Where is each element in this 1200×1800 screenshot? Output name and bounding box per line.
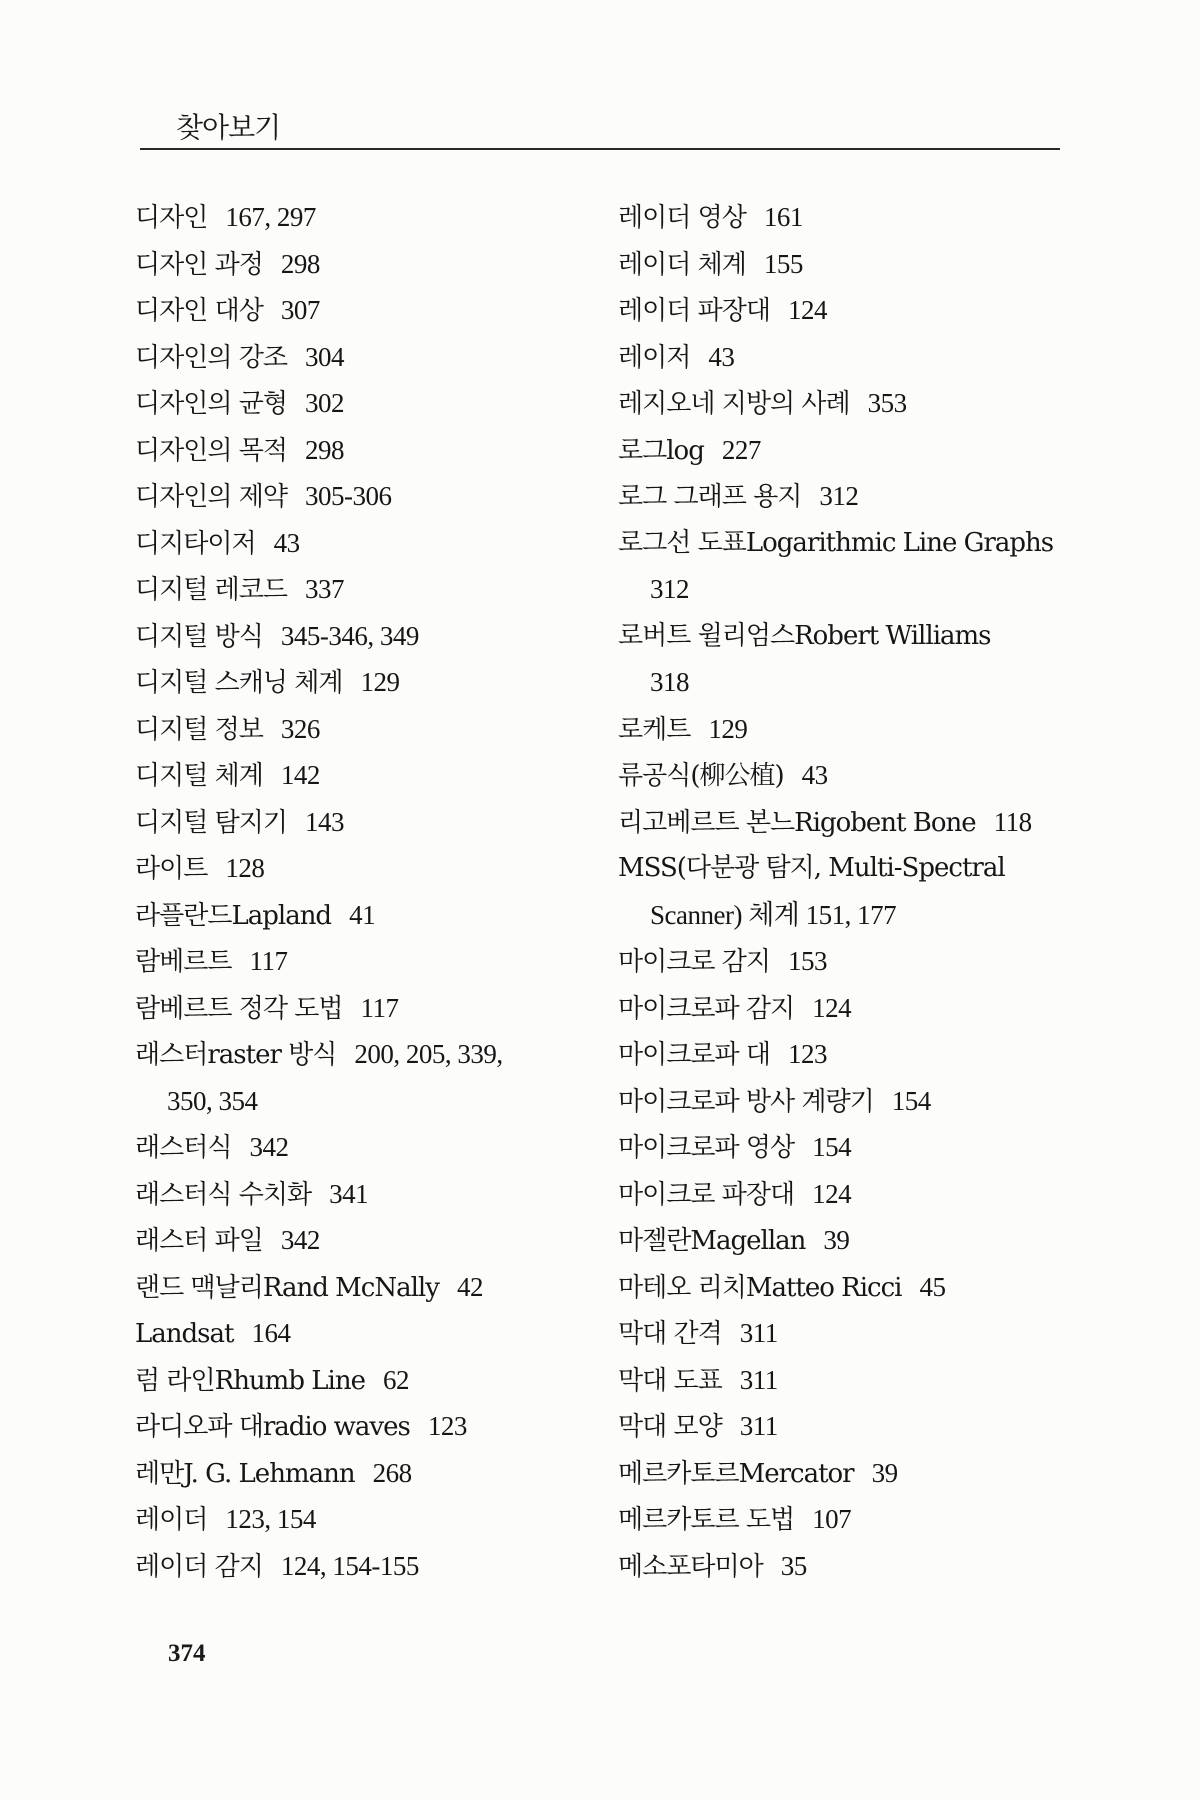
index-term: 디지털 레코드 [135,575,287,605]
index-pages: 155 [763,248,803,279]
index-pages: 117 [249,946,288,976]
index-entry [618,334,1068,381]
index-term: 류공식(柳公植) [618,761,784,791]
index-entry [618,845,1068,892]
index-entry [135,1543,585,1590]
index-pages: 35 [780,1550,807,1581]
index-entry [618,1450,1068,1497]
index-term: 디자인의 제약 [135,482,287,512]
index-term: 디자인 [135,203,208,233]
index-pages: 39 [871,1457,898,1488]
page-number: 374 [168,1640,206,1667]
index-entry [135,892,585,939]
index-entry [135,659,585,706]
index-pages: 326 [280,713,320,744]
index-term: 마이크로파 대 [618,1040,770,1070]
index-entry [618,1264,1068,1311]
index-entry [135,1357,585,1404]
index-term: 메르카토르Mercator [618,1458,854,1489]
index-pages: 307 [280,295,320,325]
index-pages: 123, 154 [225,1504,316,1534]
index-entry [618,1124,1068,1171]
running-head: 찾아보기 [176,111,281,144]
index-pages: Scanner) 체계 151, 177 [650,899,897,930]
index-pages: 107 [812,1504,852,1534]
index-entry [618,1357,1068,1404]
index-pages: 311 [739,1318,778,1348]
index-term: 디지털 방식 [135,621,263,652]
index-term: 라플란드Lapland [135,900,332,931]
index-entry [618,706,1068,753]
index-entry [135,985,585,1032]
index-term: 마이크로파 영상 [618,1133,795,1163]
index-entry-continuation [618,659,1068,706]
index-entry [135,1403,585,1450]
index-entry-continuation [618,892,1068,939]
index-entry [135,1450,585,1497]
index-term: 막대 모양 [618,1412,722,1442]
index-pages: 341 [329,1178,369,1209]
index-entry-continuation [618,566,1068,613]
index-term: 로그log [618,435,704,466]
index-term: 리고베르트 본느Rigobent Bone [618,807,976,838]
index-entry [135,241,585,288]
index-entry [135,566,585,613]
index-pages: 42 [456,1271,483,1302]
index-term: 디자인의 강조 [135,342,287,373]
index-entry [135,520,585,567]
index-entry-continuation [135,1078,585,1125]
index-entry [618,427,1068,474]
index-pages: 342 [280,1225,320,1255]
index-pages: 312 [819,481,859,511]
index-entry [618,1031,1068,1078]
index-term: 로그선 도표Logarithmic Line Graphs [618,527,1054,558]
index-entry [618,194,1068,241]
index-term: 레이더 파장대 [618,296,770,326]
index-pages: 350, 354 [167,1085,258,1116]
index-pages: 41 [349,899,376,930]
index-pages: 154 [812,1132,852,1162]
index-term: 디자인의 균형 [135,389,287,419]
index-entry [618,473,1068,520]
index-term: 럼 라인Rhumb Line [135,1365,365,1396]
index-term: 로케트 [618,714,691,745]
index-entry [618,520,1068,567]
index-entry [135,427,585,474]
index-term: 래스터 파일 [135,1226,263,1256]
index-term: 디지털 탐지기 [135,807,287,838]
index-pages: 312 [650,574,689,604]
index-pages: 337 [304,574,344,604]
index-pages: 117 [360,992,399,1023]
index-entry [618,1403,1068,1450]
index-pages: 123 [427,1411,467,1441]
index-entry [135,799,585,846]
index-entry [618,1496,1068,1543]
index-term: 막대 도표 [618,1365,722,1396]
index-entry [618,1217,1068,1264]
index-pages: 318 [650,667,689,697]
index-entry [618,1543,1068,1590]
index-entry [618,985,1068,1032]
index-pages: 154 [891,1085,931,1116]
index-pages: 227 [721,434,761,465]
index-entry [135,287,585,334]
index-pages: 124 [812,992,852,1023]
index-column-right [618,194,1068,1589]
index-term: 디지털 스캐닝 체계 [135,668,343,698]
index-term: 마이크로파 감지 [618,993,795,1024]
index-pages: 62 [382,1364,409,1395]
index-term: 막대 간격 [618,1319,722,1349]
index-term: 레지오네 지방의 사례 [618,389,850,419]
index-pages: 353 [867,388,907,418]
index-pages: 305-306 [304,481,392,511]
index-term: 메르카토르 도법 [618,1505,795,1535]
index-pages: 129 [708,713,748,744]
index-entry [618,287,1068,334]
index-entry [618,1171,1068,1218]
index-term: 디지타이저 [135,528,256,559]
index-term: MSS(다분광 탐지, Multi-Spectral [618,853,1005,883]
index-term: 래스터raster 방식 [135,1040,337,1070]
index-entry [618,799,1068,846]
index-pages: 345-346, 349 [280,620,419,651]
index-pages: 43 [273,527,300,558]
index-pages: 143 [304,806,344,837]
index-pages: 124, 154-155 [280,1550,419,1581]
index-entry [618,613,1068,660]
index-term: 레이더 감지 [135,1551,263,1582]
index-pages: 124 [787,295,827,325]
index-term: 마이크로 파장대 [618,1179,795,1210]
index-entry [135,1124,585,1171]
index-term: 레만J. G. Lehmann [135,1458,355,1489]
index-pages: 161 [763,202,803,232]
index-pages: 118 [993,806,1032,837]
index-entry [135,1264,585,1311]
index-pages: 167, 297 [225,202,316,232]
index-term: 디자인의 목적 [135,435,287,466]
index-pages: 311 [739,1411,778,1441]
index-entry [618,241,1068,288]
index-pages: 164 [251,1318,291,1348]
index-entry [135,1217,585,1264]
index-pages: 268 [372,1457,412,1488]
index-term: 라디오파 대radio waves [135,1412,410,1442]
index-entry [618,938,1068,985]
index-entry [618,380,1068,427]
index-pages: 200, 205, 339, [354,1039,503,1069]
index-entry [135,845,585,892]
index-entry [135,1310,585,1357]
index-pages: 342 [249,1132,289,1162]
index-term: 레이더 체계 [618,249,746,280]
index-entry [135,473,585,520]
index-pages: 45 [919,1271,946,1302]
index-term: 로그 그래프 용지 [618,482,802,512]
index-pages: 302 [304,388,344,418]
index-pages: 43 [801,760,828,790]
index-term: 레이더 영상 [618,203,746,233]
index-term: 마젤란Magellan [618,1226,806,1256]
index-term: 레이저 [618,342,691,373]
index-entry [618,1078,1068,1125]
index-entry [135,380,585,427]
index-term: 래스터식 수치화 [135,1179,312,1210]
index-pages: 311 [739,1364,778,1395]
index-entry [135,752,585,799]
index-entry [135,706,585,753]
index-pages: 39 [823,1225,850,1255]
index-term: 메소포타미아 [618,1551,763,1582]
index-pages: 298 [280,248,320,279]
index-pages: 123 [787,1039,827,1069]
index-pages: 142 [280,760,320,790]
index-entry [135,1496,585,1543]
index-term: 레이더 [135,1505,208,1535]
index-term: 래스터식 [135,1133,232,1163]
index-entry [135,1171,585,1218]
index-term: 마이크로 감지 [618,947,770,977]
index-entry [618,1310,1068,1357]
index-term: Landsat [135,1319,234,1349]
index-term: 람베르트 [135,947,232,977]
index-pages: 129 [360,667,400,697]
index-term: 디자인 대상 [135,296,263,326]
index-term: 랜드 맥날리Rand McNally [135,1272,439,1303]
index-pages: 43 [708,341,735,372]
index-entry [135,194,585,241]
index-pages: 304 [304,341,344,372]
index-term: 마테오 리치Matteo Ricci [618,1272,902,1303]
index-entry [135,613,585,660]
index-entry [135,938,585,985]
index-term: 디지털 정보 [135,714,263,745]
index-entry [135,1031,585,1078]
index-pages: 128 [225,853,265,883]
index-entry [618,752,1068,799]
index-term: 디지털 체계 [135,761,263,791]
index-term: 마이크로파 방사 계량기 [618,1086,874,1117]
index-pages: 298 [304,434,344,465]
index-column-left [135,194,585,1589]
index-pages: 124 [812,1178,852,1209]
index-pages: 153 [787,946,827,976]
index-term: 디자인 과정 [135,249,263,280]
index-term: 람베르트 정각 도법 [135,993,343,1024]
index-term: 로버트 윌리엄스Robert Williams [618,620,991,651]
header-rule [140,148,1060,150]
index-term: 라이트 [135,854,208,884]
index-entry [135,334,585,381]
